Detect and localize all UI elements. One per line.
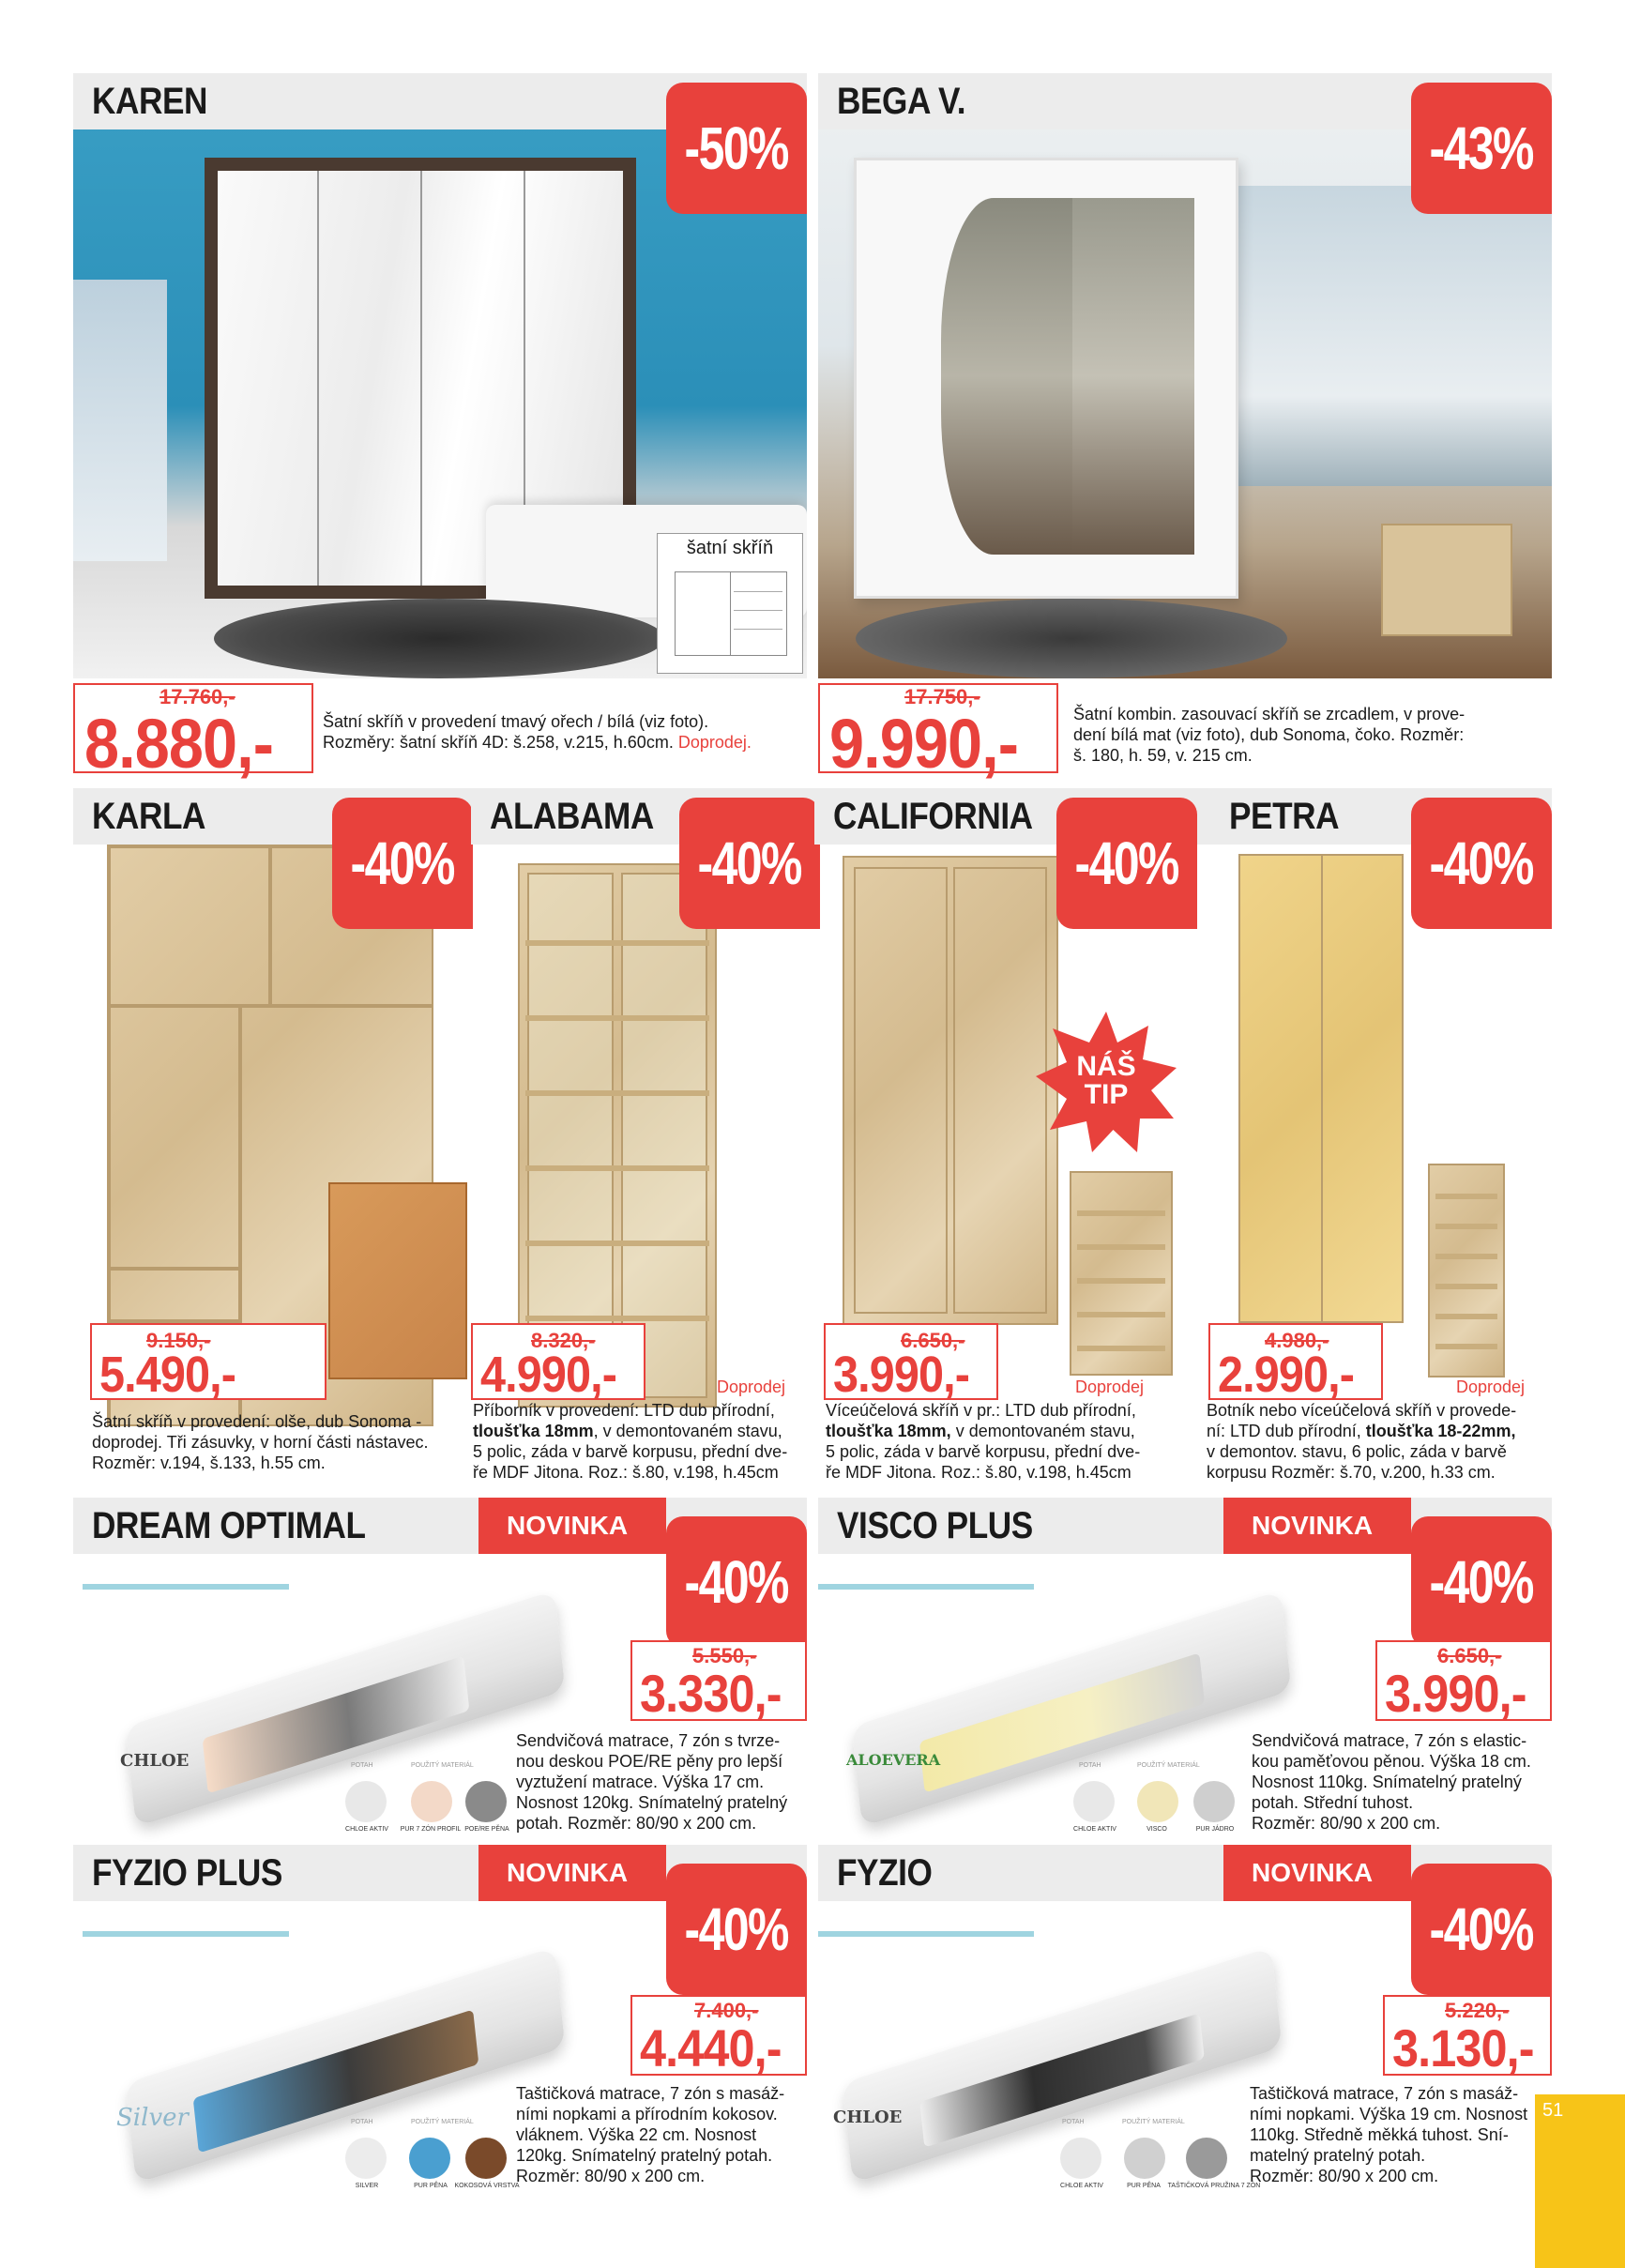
product-karen xyxy=(73,73,807,786)
karen-inset-label: šatní skříň xyxy=(686,538,774,558)
product-fyzio-plus xyxy=(73,1845,807,2201)
fyzio-mat-head-1: POTAH xyxy=(1062,2119,1085,2125)
bega-old-price: 17.750,- xyxy=(904,685,980,708)
california-open-cabinet xyxy=(1070,1171,1173,1376)
petra-new-price: 2.990,- xyxy=(1218,1347,1355,1403)
california-tip-text: NÁŠ TIP xyxy=(1076,1051,1136,1110)
fyzio-plus-material-swatch xyxy=(409,2138,450,2179)
bega-discount-badge: -43% xyxy=(1411,83,1552,214)
petra-description: Botník nebo víceúčelová skříň v provede- ní: LTD dub přírodní, tloušťka 18-22mm, v demontov. stavu, 6 polic, záda v barvě korpusu Rozměr: š.70, v.200, h.33 cm. xyxy=(1207,1401,1517,1482)
visco-plus-title: VISCO PLUS xyxy=(818,1498,1552,1554)
karen-title: KAREN xyxy=(73,73,807,129)
fyzio-plus-description: Taštičková matrace, 7 zón s masáž- ními nopkami a přírodním kokosov. vláknem. Výška 22 cm. Nosnost 120kg. Snímatelný pratelný potah. Rozměr: 80/90 x 200 cm. xyxy=(516,2084,785,2185)
visco-plus-material-swatch xyxy=(1073,1781,1115,1822)
karen-discount-badge: -50% xyxy=(666,83,807,214)
dream-optimal-description: Sendvičová matrace, 7 zón s tvrze- nou deskou POE/RE pěny pro lepší vyztužení matrace. Výška 17 cm. Nosnost 120kg. Snímatelný pratelný potah. Rozměr: 80/90 x 200 cm. xyxy=(516,1731,788,1833)
fyzio-title: FYZIO xyxy=(818,1845,1552,1901)
fyzio-material-label: TAŠTIČKOVÁ PRUŽINA 7 ZÓN xyxy=(1167,2183,1261,2189)
alabama-description: Příborník v provedení: LTD dub přírodní, tloušťka 18mm, v demontovaném stavu, 5 polic, záda v barvě korpusu, přední dve- ře MDF Jitona. Roz.: š.80, v.198, h.45cm xyxy=(473,1401,788,1482)
petra-title: PETRA xyxy=(1197,788,1552,845)
bega-description: Šatní kombin. zasouvací skříň se zrcadlem, v prove- dení bílá mat (viz foto), dub Sonoma, čoko. Rozměr: š. 180, h. 59, v. 215 cm. xyxy=(1073,705,1466,765)
alabama-old-price: 8.320,- xyxy=(531,1329,596,1352)
fyzio-plus-title: FYZIO PLUS xyxy=(73,1845,807,1901)
fyzio-novinka-badge: NOVINKA xyxy=(1223,1845,1411,1901)
dream-optimal-old-price: 5.550,- xyxy=(692,1644,757,1667)
california-title: CALIFORNIA xyxy=(814,788,1197,845)
dream-optimal-material-swatch xyxy=(465,1781,507,1822)
fyzio-plus-brand: Silver xyxy=(116,2104,189,2132)
karla-new-price: 5.490,- xyxy=(99,1347,236,1403)
bega-title: BEGA V. xyxy=(818,73,1552,129)
product-california xyxy=(814,788,1197,1501)
karla-old-price: 9.150,- xyxy=(146,1329,211,1352)
dream-optimal-mat-head-2: POUŽITÝ MATERIÁL xyxy=(411,1762,474,1769)
dream-optimal-brand: CHLOE xyxy=(120,1751,190,1771)
bega-rug xyxy=(856,599,1287,678)
dream-optimal-novinka-badge: NOVINKA xyxy=(478,1498,666,1554)
fyzio-plus-mat-head-1: POTAH xyxy=(351,2119,373,2125)
fyzio-plus-material-label: PUR PĚNA xyxy=(414,2183,448,2189)
fyzio-material-label: PUR PĚNA xyxy=(1127,2183,1161,2189)
fyzio-description: Taštičková matrace, 7 zón s masáž- ními nopkami. Výška 19 cm. Nosnost 110kg. Středně měkká tuhost. Sní- matelný pratelný potah. Rozměr: 80/90 x 200 cm. xyxy=(1250,2084,1528,2185)
karen-old-price: 17.760,- xyxy=(159,685,235,708)
bega-window xyxy=(1212,186,1552,486)
california-wardrobe xyxy=(843,856,1058,1325)
karen-window xyxy=(73,280,167,561)
product-visco-plus xyxy=(818,1498,1552,1847)
visco-plus-description: Sendvičová matrace, 7 zón s elastic- kou paměťovou pěnou. Výška 18 cm. Nosnost 110kg. Snímatelný pratelný potah. Střední tuhost. Rozměr: 80/90 x 200 cm. xyxy=(1252,1731,1531,1833)
bega-wardrobe xyxy=(854,158,1238,599)
visco-plus-mat-head-1: POTAH xyxy=(1079,1762,1101,1769)
dream-optimal-discount-badge: -40% xyxy=(666,1516,807,1648)
product-bega xyxy=(818,73,1552,786)
visco-plus-material-swatch xyxy=(1137,1781,1178,1822)
product-petra xyxy=(1197,788,1552,1501)
product-dream-optimal xyxy=(73,1498,807,1847)
visco-plus-old-price: 6.650,- xyxy=(1437,1644,1502,1667)
california-doprodej: Doprodej xyxy=(1075,1378,1145,1396)
california-discount-badge: -40% xyxy=(1056,798,1197,929)
dream-optimal-title: DREAM OPTIMAL xyxy=(73,1498,807,1554)
california-description: Víceúčelová skříň v pr.: LTD dub přírodní, tloušťka 18mm, v demontovaném stavu, 5 polic, záda v barvě korpusu, přední dve- ře MDF Jitona. Roz.: š.80, v.198, h.45cm xyxy=(826,1401,1141,1482)
dream-optimal-new-price: 3.330,- xyxy=(640,1664,782,1723)
karen-rug xyxy=(214,599,664,678)
product-fyzio xyxy=(818,1845,1552,2201)
fyzio-material-swatch xyxy=(1124,2138,1165,2179)
visco-plus-material-label: VISCO xyxy=(1147,1826,1167,1833)
petra-cabinet xyxy=(1238,854,1404,1323)
karen-inset xyxy=(657,533,803,674)
bega-small-wardrobe xyxy=(1381,524,1512,636)
petra-discount-badge: -40% xyxy=(1411,798,1552,929)
visco-plus-novinka-badge: NOVINKA xyxy=(1223,1498,1411,1554)
karla-small-wardrobe xyxy=(328,1182,467,1379)
alabama-doprodej: Doprodej xyxy=(717,1378,786,1396)
visco-plus-material-swatch xyxy=(1193,1781,1235,1822)
visco-plus-material-label: PUR JÁDRO xyxy=(1195,1826,1235,1833)
fyzio-material-label: CHLOE AKTIV xyxy=(1060,2183,1103,2189)
visco-plus-mat-head-2: POUŽITÝ MATERIÁL xyxy=(1137,1762,1200,1769)
fyzio-plus-material-swatch xyxy=(345,2138,387,2179)
karen-description: Šatní skříň v provedení tmavý ořech / bílá (viz foto). Rozměry: šatní skříň 4D: š.258, v.215, h.60cm. Doprodej. xyxy=(323,712,752,752)
visco-plus-discount-badge: -40% xyxy=(1411,1516,1552,1648)
california-old-price: 6.650,- xyxy=(901,1329,965,1352)
dream-optimal-material-swatch xyxy=(411,1781,452,1822)
fyzio-plus-new-price: 4.440,- xyxy=(640,2018,782,2078)
karla-title: KARLA xyxy=(73,788,471,845)
california-new-price: 3.990,- xyxy=(833,1347,970,1403)
karla-discount-badge: -40% xyxy=(332,798,473,929)
dream-optimal-material-label: POE/RE PĚNA xyxy=(464,1826,509,1833)
alabama-title: ALABAMA xyxy=(471,788,814,845)
product-karla xyxy=(73,788,471,1501)
bega-new-price: 9.990,- xyxy=(829,705,1019,783)
dream-optimal-mat-head-1: POTAH xyxy=(351,1762,373,1769)
fyzio-plus-novinka-badge: NOVINKA xyxy=(478,1845,666,1901)
fyzio-plus-old-price: 7.400,- xyxy=(694,1999,759,2022)
fyzio-plus-material-swatch xyxy=(465,2138,507,2179)
fyzio-discount-badge: -40% xyxy=(1411,1864,1552,1995)
product-alabama xyxy=(471,788,814,1501)
page-number: 51 xyxy=(1535,2094,1625,2268)
visco-plus-brand: ALOEVERA xyxy=(846,1751,941,1769)
visco-plus-material-label: CHLOE AKTIV xyxy=(1073,1826,1116,1833)
visco-plus-new-price: 3.990,- xyxy=(1385,1664,1526,1723)
alabama-discount-badge: -40% xyxy=(679,798,820,929)
fyzio-plus-material-label: KOKOSOVÁ VRSTVA xyxy=(454,2183,520,2189)
fyzio-old-price: 5.220,- xyxy=(1445,1999,1510,2022)
fyzio-plus-discount-badge: -40% xyxy=(666,1864,807,1995)
karla-description: Šatní skříň v provedení: olše, dub Sonoma - doprodej. Tři zásuvky, v horní části nástavec. Rozměr: v.194, š.133, h.55 cm. xyxy=(92,1412,429,1472)
petra-doprodej: Doprodej xyxy=(1456,1378,1526,1396)
petra-open-cabinet xyxy=(1428,1164,1505,1378)
fyzio-material-swatch xyxy=(1186,2138,1227,2179)
fyzio-mat-head-2: POUŽITÝ MATERIÁL xyxy=(1122,2119,1185,2125)
fyzio-plus-mat-head-2: POUŽITÝ MATERIÁL xyxy=(411,2119,474,2125)
dream-optimal-material-label: CHLOE AKTIV xyxy=(345,1826,388,1833)
karen-new-price: 8.880,- xyxy=(84,705,274,783)
fyzio-new-price: 3.130,- xyxy=(1392,2018,1534,2078)
dream-optimal-material-swatch xyxy=(345,1781,387,1822)
petra-old-price: 4.980,- xyxy=(1265,1329,1329,1352)
dream-optimal-material-label: PUR 7 ZÓN PROFIL xyxy=(400,1826,462,1833)
fyzio-plus-material-label: SILVER xyxy=(355,2183,379,2189)
fyzio-brand: CHLOE xyxy=(833,2108,903,2127)
fyzio-material-swatch xyxy=(1060,2138,1101,2179)
alabama-new-price: 4.990,- xyxy=(480,1347,617,1403)
